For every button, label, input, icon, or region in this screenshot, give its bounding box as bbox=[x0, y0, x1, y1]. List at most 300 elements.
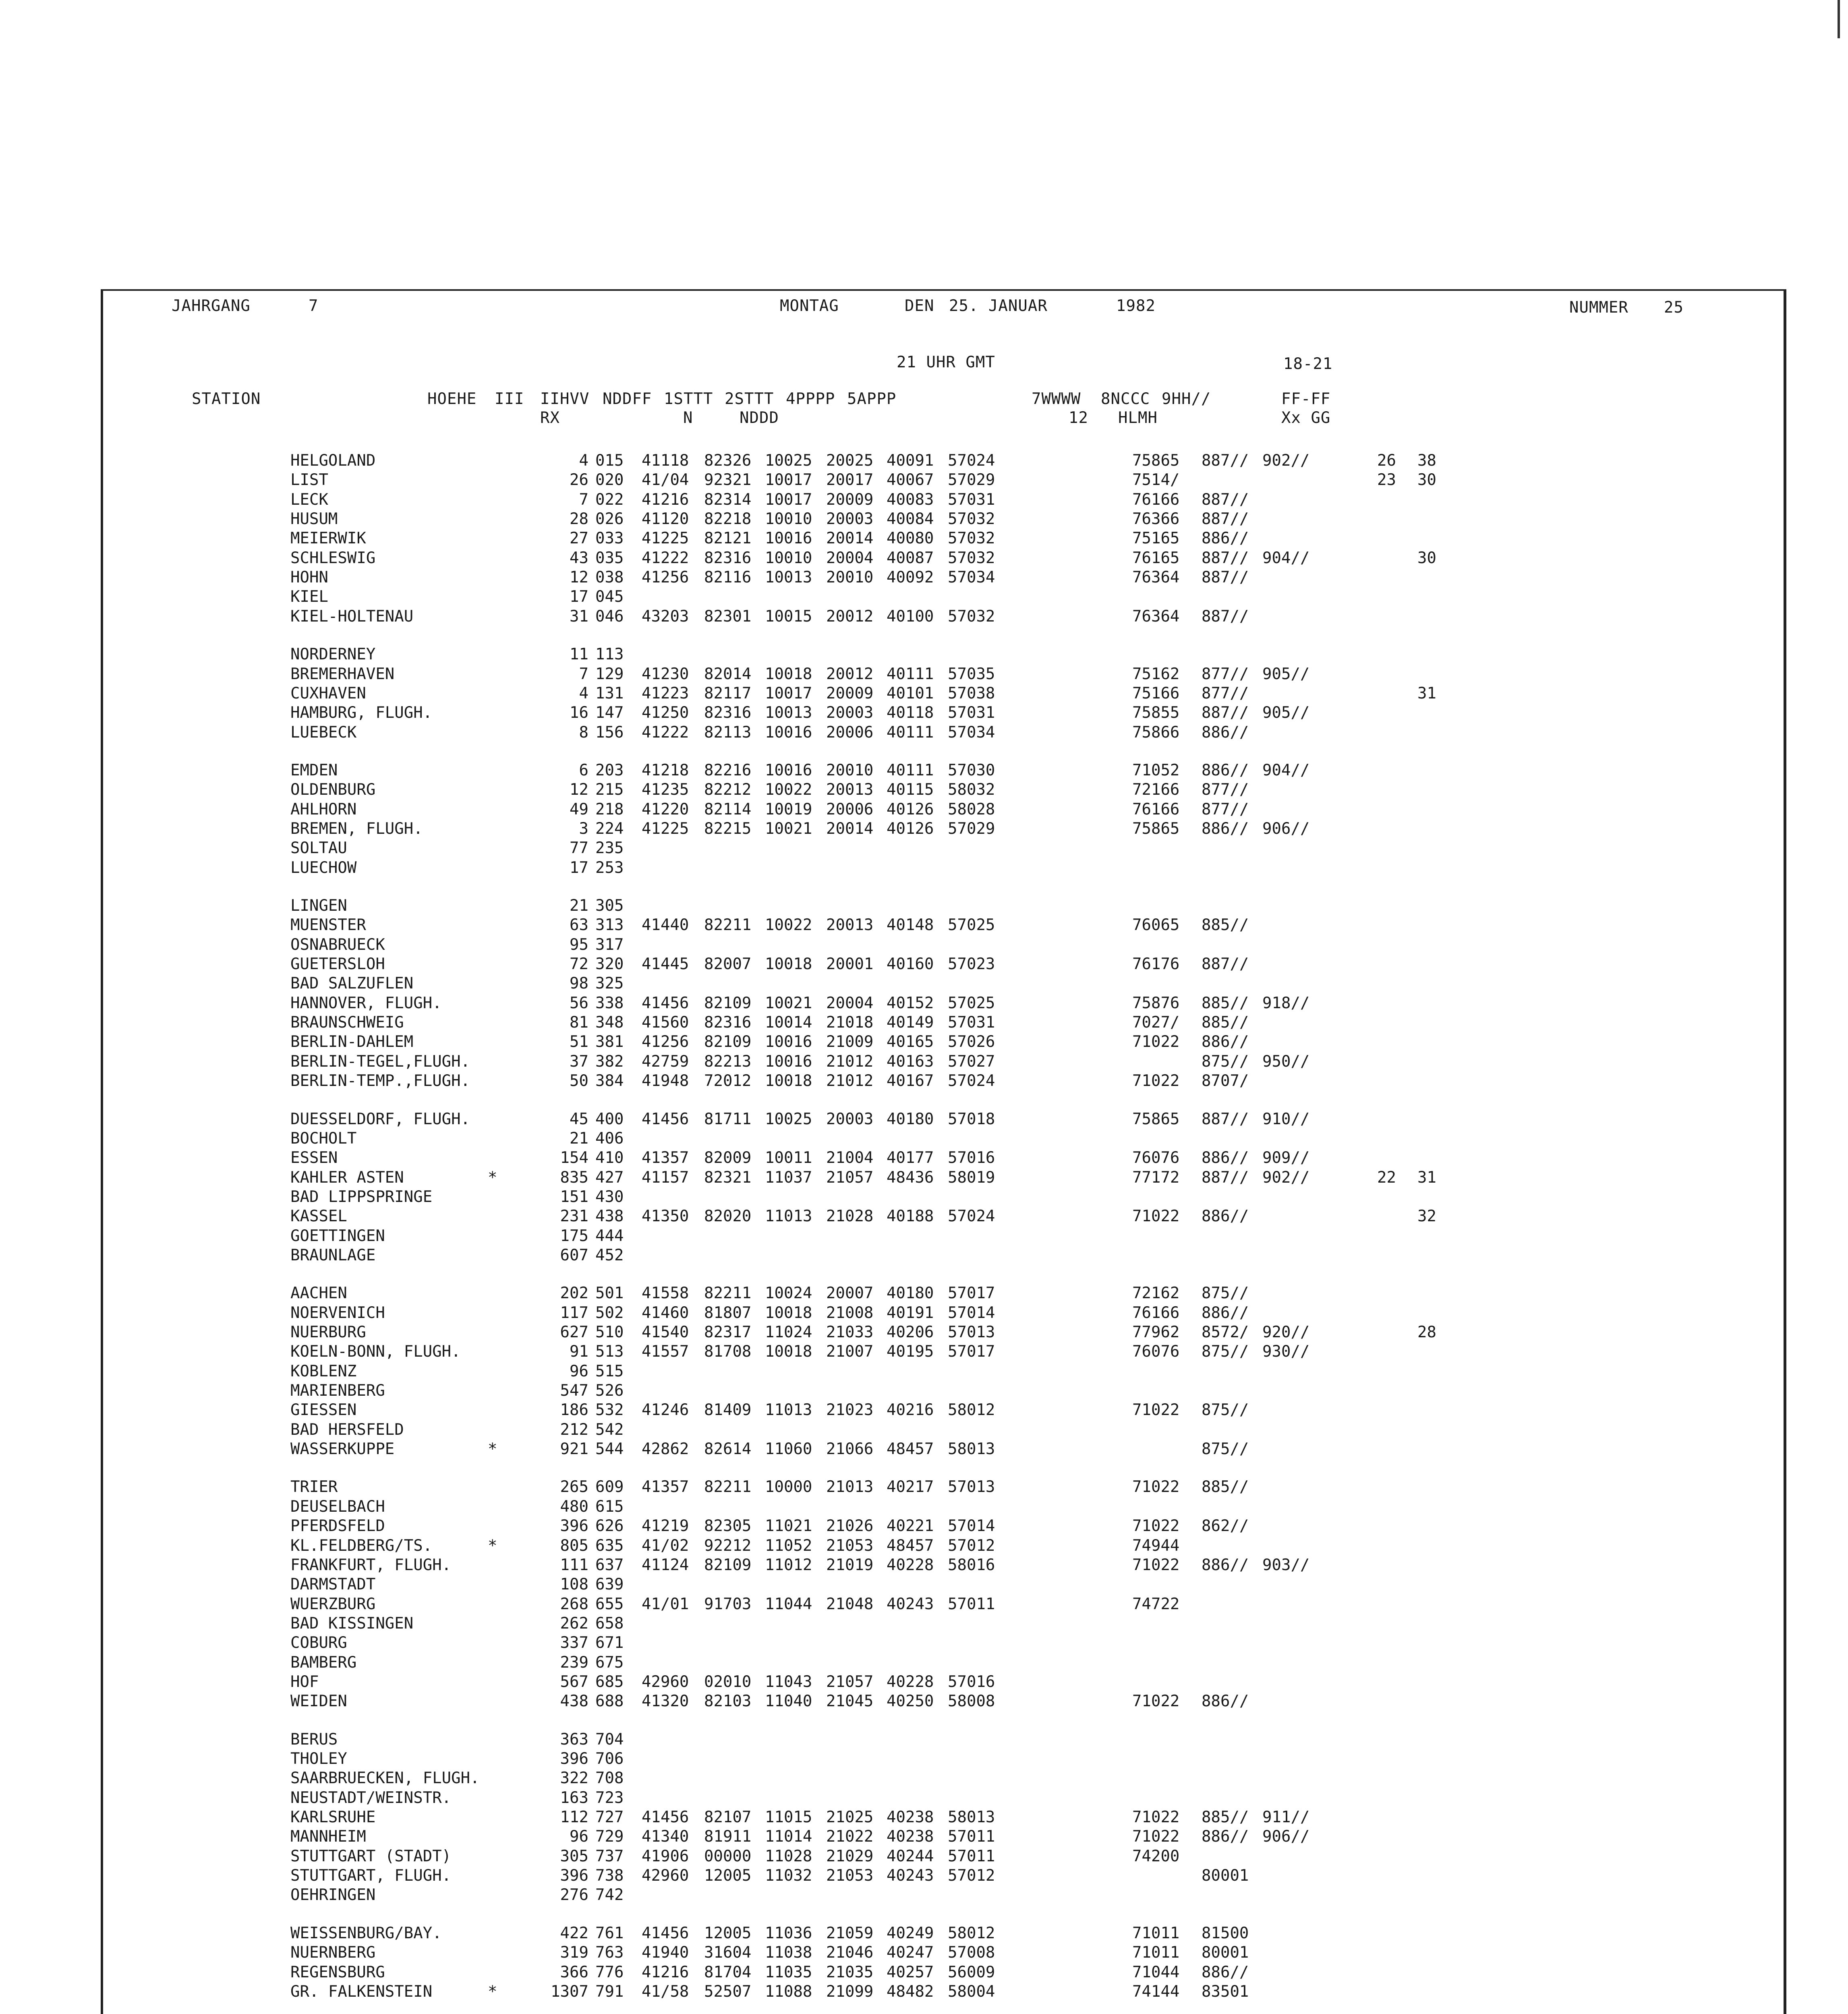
group-5appp: 57024 bbox=[948, 1072, 995, 1090]
station-height: 12 bbox=[570, 568, 588, 587]
group-1sttt: 10016 bbox=[765, 1033, 812, 1051]
group-5appp: 57031 bbox=[948, 1013, 995, 1032]
group-iihvv: 41320 bbox=[642, 1692, 689, 1711]
station-height: 17 bbox=[570, 858, 588, 877]
group-1sttt: 10018 bbox=[765, 1303, 812, 1322]
station-index: 253 bbox=[595, 858, 624, 877]
group-1sttt: 11021 bbox=[765, 1517, 812, 1535]
group-iihvv: 41222 bbox=[642, 723, 689, 742]
col-8-top: 8NCCC bbox=[1101, 390, 1150, 408]
group-8nccc: 887// bbox=[1202, 510, 1249, 528]
station-index: 515 bbox=[595, 1362, 624, 1380]
group-iihvv: 41/58 bbox=[642, 1982, 689, 2001]
group-nddff: 82317 bbox=[704, 1323, 752, 1341]
mountain-marker: * bbox=[488, 1982, 497, 2001]
station-name: EMDEN bbox=[290, 761, 338, 779]
group-7wwww: 76165 bbox=[1132, 549, 1180, 567]
station-height: 108 bbox=[560, 1575, 588, 1594]
station-index: 791 bbox=[595, 1982, 624, 2001]
station-index: 737 bbox=[595, 1847, 624, 1865]
station-height: 276 bbox=[560, 1886, 588, 1904]
group-iihvv: 41256 bbox=[642, 1033, 689, 1051]
col-3-top: 1STTT bbox=[664, 390, 713, 408]
station-height: 835 bbox=[560, 1168, 588, 1187]
station-name: LUECHOW bbox=[290, 858, 357, 877]
station-name: GOETTINGEN bbox=[290, 1227, 385, 1245]
station-name: OEHRINGEN bbox=[290, 1886, 376, 1904]
col-7-bot: 12 bbox=[1069, 409, 1088, 427]
group-4pppp: 40083 bbox=[887, 490, 934, 509]
group-2sttt: 21013 bbox=[826, 1478, 874, 1496]
station-index: 513 bbox=[595, 1343, 624, 1361]
station-index: 501 bbox=[595, 1284, 624, 1303]
group-iihvv: 41940 bbox=[642, 1944, 689, 1962]
group-7wwww: 75165 bbox=[1132, 529, 1180, 548]
group-5appp: 57012 bbox=[948, 1867, 995, 1885]
group-iihvv: 42960 bbox=[642, 1672, 689, 1691]
observation-time: 21 UHR GMT bbox=[897, 353, 995, 371]
station-name: DARMSTADT bbox=[290, 1575, 376, 1594]
group-9hh: 950// bbox=[1262, 1052, 1310, 1071]
group-2sttt: 21045 bbox=[826, 1692, 874, 1711]
group-4pppp: 40206 bbox=[887, 1323, 934, 1341]
group-4pppp: 40101 bbox=[887, 684, 934, 702]
group-iihvv: 41948 bbox=[642, 1072, 689, 1090]
station-height: 12 bbox=[570, 781, 588, 799]
group-5appp: 57034 bbox=[948, 723, 995, 742]
station-height: 4 bbox=[579, 684, 588, 702]
group-7wwww: 71022 bbox=[1132, 1808, 1180, 1827]
group-4pppp: 40228 bbox=[887, 1672, 934, 1691]
group-2sttt: 20013 bbox=[826, 781, 874, 799]
station-height: 6 bbox=[579, 761, 588, 779]
group-4pppp: 40216 bbox=[887, 1401, 934, 1419]
group-iihvv: 41557 bbox=[642, 1343, 689, 1361]
station-index: 313 bbox=[595, 916, 624, 934]
col-hoehe: HOEHE bbox=[427, 390, 477, 408]
group-2sttt: 21053 bbox=[826, 1536, 874, 1555]
group-4pppp: 40084 bbox=[887, 510, 934, 528]
group-7wwww: 71022 bbox=[1132, 1478, 1180, 1496]
station-name: WASSERKUPPE bbox=[290, 1440, 395, 1459]
group-iihvv: 42759 bbox=[642, 1052, 689, 1071]
station-height: 81 bbox=[570, 1013, 588, 1032]
station-height: 175 bbox=[560, 1227, 588, 1245]
station-name: WUERZBURG bbox=[290, 1595, 376, 1613]
group-4pppp: 40111 bbox=[887, 665, 934, 683]
group-4pppp: 40148 bbox=[887, 916, 934, 934]
date-prefix: DEN bbox=[905, 297, 934, 315]
group-7wwww: 7514/ bbox=[1132, 471, 1180, 489]
station-name: HAMBURG, FLUGH. bbox=[290, 704, 433, 722]
group-nddff: 82114 bbox=[704, 800, 752, 818]
station-height: 4 bbox=[579, 452, 588, 470]
station-height: 396 bbox=[560, 1867, 588, 1885]
station-index: 532 bbox=[595, 1401, 624, 1419]
group-8nccc: 886// bbox=[1202, 1303, 1249, 1322]
station-name: NORDERNEY bbox=[290, 645, 376, 664]
group-nddff: 82113 bbox=[704, 723, 752, 742]
group-8nccc: 887// bbox=[1202, 490, 1249, 509]
station-height: 805 bbox=[560, 1536, 588, 1555]
station-index: 320 bbox=[595, 955, 624, 974]
group-5appp: 57038 bbox=[948, 684, 995, 702]
group-1sttt: 10022 bbox=[765, 916, 812, 934]
group-iihvv: 41/04 bbox=[642, 471, 689, 489]
group-5appp: 58013 bbox=[948, 1808, 995, 1827]
group-8nccc: 885// bbox=[1202, 1013, 1249, 1032]
station-name: BAD SALZUFLEN bbox=[290, 974, 414, 993]
group-5appp: 57025 bbox=[948, 994, 995, 1012]
group-7wwww: 76065 bbox=[1132, 916, 1180, 934]
group-8nccc: 885// bbox=[1202, 1478, 1249, 1496]
group-2sttt: 20004 bbox=[826, 549, 874, 567]
group-1sttt: 11013 bbox=[765, 1401, 812, 1419]
group-2sttt: 21099 bbox=[826, 1982, 874, 2001]
station-index: 046 bbox=[595, 607, 624, 626]
gust-gg: 38 bbox=[1417, 452, 1436, 470]
group-7wwww: 71011 bbox=[1132, 1944, 1180, 1962]
group-4pppp: 40257 bbox=[887, 1963, 934, 1981]
group-8nccc: 886// bbox=[1202, 819, 1249, 838]
jahrgang-value: 7 bbox=[309, 297, 319, 315]
station-name: WEIDEN bbox=[290, 1692, 347, 1711]
station-name: OLDENBURG bbox=[290, 781, 376, 799]
group-nddff: 82109 bbox=[704, 1033, 752, 1051]
group-1sttt: 10021 bbox=[765, 994, 812, 1012]
group-4pppp: 40163 bbox=[887, 1052, 934, 1071]
group-1sttt: 10024 bbox=[765, 1284, 812, 1303]
group-9hh: 909// bbox=[1262, 1149, 1310, 1167]
group-8nccc: 875// bbox=[1202, 1343, 1249, 1361]
group-7wwww: 76176 bbox=[1132, 955, 1180, 974]
group-iihvv: 41357 bbox=[642, 1149, 689, 1167]
group-7wwww: 71011 bbox=[1132, 1924, 1180, 1942]
group-nddff: 81911 bbox=[704, 1828, 752, 1846]
station-height: 91 bbox=[570, 1343, 588, 1361]
nummer-value: 25 bbox=[1664, 298, 1684, 317]
station-height: 98 bbox=[570, 974, 588, 993]
group-2sttt: 20009 bbox=[826, 490, 874, 509]
station-index: 224 bbox=[595, 819, 624, 838]
group-1sttt: 10018 bbox=[765, 1343, 812, 1361]
group-iihvv: 41256 bbox=[642, 568, 689, 587]
group-5appp: 58019 bbox=[948, 1168, 995, 1187]
group-2sttt: 21012 bbox=[826, 1052, 874, 1071]
station-index: 325 bbox=[595, 974, 624, 993]
group-2sttt: 21022 bbox=[826, 1828, 874, 1846]
group-iihvv: 41456 bbox=[642, 1924, 689, 1942]
station-name: OSNABRUECK bbox=[290, 935, 385, 954]
group-8nccc: 877// bbox=[1202, 665, 1249, 683]
group-2sttt: 20009 bbox=[826, 684, 874, 702]
col-3-bot: N bbox=[683, 409, 693, 427]
group-5appp: 58012 bbox=[948, 1401, 995, 1419]
group-7wwww: 71022 bbox=[1132, 1072, 1180, 1090]
station-height: 7 bbox=[579, 490, 588, 509]
station-name: BOCHOLT bbox=[290, 1129, 357, 1148]
group-1sttt: 10018 bbox=[765, 665, 812, 683]
station-index: 147 bbox=[595, 704, 624, 722]
mountain-marker: * bbox=[488, 1536, 497, 1555]
group-2sttt: 21007 bbox=[826, 1343, 874, 1361]
group-7wwww: 75876 bbox=[1132, 994, 1180, 1012]
group-nddff: 82213 bbox=[704, 1052, 752, 1071]
group-9hh: 930// bbox=[1262, 1343, 1310, 1361]
group-9hh: 920// bbox=[1262, 1323, 1310, 1341]
group-nddff: 82218 bbox=[704, 510, 752, 528]
station-index: 510 bbox=[595, 1323, 624, 1341]
station-name: MARIENBERG bbox=[290, 1382, 385, 1400]
group-9hh: 905// bbox=[1262, 665, 1310, 683]
group-2sttt: 21048 bbox=[826, 1595, 874, 1613]
group-5appp: 57023 bbox=[948, 955, 995, 974]
group-4pppp: 40115 bbox=[887, 781, 934, 799]
station-index: 203 bbox=[595, 761, 624, 779]
station-index: 704 bbox=[595, 1730, 624, 1749]
station-name: AHLHORN bbox=[290, 800, 357, 818]
group-nddff: 82215 bbox=[704, 819, 752, 838]
group-8nccc: 887// bbox=[1202, 1110, 1249, 1128]
group-nddff: 31604 bbox=[704, 1944, 752, 1962]
station-index: 026 bbox=[595, 510, 624, 528]
group-4pppp: 40188 bbox=[887, 1207, 934, 1226]
group-8nccc: 886// bbox=[1202, 1207, 1249, 1226]
group-7wwww: 76364 bbox=[1132, 607, 1180, 626]
station-index: 427 bbox=[595, 1168, 624, 1187]
group-7wwww: 75162 bbox=[1132, 665, 1180, 683]
station-height: 27 bbox=[570, 529, 588, 548]
group-2sttt: 21046 bbox=[826, 1944, 874, 1962]
weekday: MONTAG bbox=[780, 297, 839, 315]
group-5appp: 57024 bbox=[948, 452, 995, 470]
group-nddff: 82316 bbox=[704, 549, 752, 567]
group-4pppp: 40191 bbox=[887, 1303, 934, 1322]
group-7wwww: 74200 bbox=[1132, 1847, 1180, 1865]
station-height: 3 bbox=[579, 819, 588, 838]
group-5appp: 57011 bbox=[948, 1595, 995, 1613]
group-iihvv: 41225 bbox=[642, 529, 689, 548]
station-height: 43 bbox=[570, 549, 588, 567]
gust-ff: 26 bbox=[1377, 452, 1396, 470]
group-1sttt: 11036 bbox=[765, 1924, 812, 1942]
station-height: 49 bbox=[570, 800, 588, 818]
station-name: LUEBECK bbox=[290, 723, 357, 742]
group-9hh: 906// bbox=[1262, 1828, 1310, 1846]
group-8nccc: 887// bbox=[1202, 452, 1249, 470]
group-8nccc: 875// bbox=[1202, 1440, 1249, 1459]
group-9hh: 904// bbox=[1262, 761, 1310, 779]
group-7wwww: 72162 bbox=[1132, 1284, 1180, 1303]
station-index: 438 bbox=[595, 1207, 624, 1226]
station-index: 410 bbox=[595, 1149, 624, 1167]
group-4pppp: 40092 bbox=[887, 568, 934, 587]
station-name: MEIERWIK bbox=[290, 529, 366, 548]
col-1-bot: RX bbox=[540, 409, 560, 427]
station-index: 542 bbox=[595, 1420, 624, 1439]
col-iii: III bbox=[495, 390, 524, 408]
station-index: 544 bbox=[595, 1440, 624, 1459]
station-name: BREMEN, FLUGH. bbox=[290, 819, 423, 838]
group-8nccc: 885// bbox=[1202, 916, 1249, 934]
group-8nccc: 80001 bbox=[1202, 1944, 1249, 1962]
group-5appp: 57032 bbox=[948, 607, 995, 626]
group-9hh: 903// bbox=[1262, 1556, 1310, 1574]
group-1sttt: 11013 bbox=[765, 1207, 812, 1226]
station-name: LIST bbox=[290, 471, 328, 489]
group-2sttt: 20007 bbox=[826, 1284, 874, 1303]
group-2sttt: 20003 bbox=[826, 1110, 874, 1128]
group-5appp: 58004 bbox=[948, 1982, 995, 2001]
group-1sttt: 11038 bbox=[765, 1944, 812, 1962]
station-name: SAARBRUECKEN, FLUGH. bbox=[290, 1769, 480, 1788]
station-name: BERLIN-TEMP.,FLUGH. bbox=[290, 1072, 470, 1090]
group-5appp: 57035 bbox=[948, 665, 995, 683]
group-7wwww: 76076 bbox=[1132, 1149, 1180, 1167]
group-9hh: 902// bbox=[1262, 452, 1310, 470]
station-name: NEUSTADT/WEINSTR. bbox=[290, 1788, 452, 1807]
col-station: STATION bbox=[192, 390, 261, 408]
group-1sttt: 10011 bbox=[765, 1149, 812, 1167]
station-name: FRANKFURT, FLUGH. bbox=[290, 1556, 452, 1574]
group-1sttt: 11052 bbox=[765, 1536, 812, 1555]
group-4pppp: 48457 bbox=[887, 1536, 934, 1555]
group-iihvv: 41456 bbox=[642, 994, 689, 1012]
group-iihvv: 41540 bbox=[642, 1323, 689, 1341]
station-index: 615 bbox=[595, 1497, 624, 1516]
group-7wwww: 77962 bbox=[1132, 1323, 1180, 1341]
station-height: 45 bbox=[570, 1110, 588, 1128]
group-5appp: 57011 bbox=[948, 1828, 995, 1846]
group-8nccc: 877// bbox=[1202, 800, 1249, 818]
station-name: SCHLESWIG bbox=[290, 549, 376, 567]
group-4pppp: 40247 bbox=[887, 1944, 934, 1962]
group-iihvv: 41220 bbox=[642, 800, 689, 818]
group-nddff: 00000 bbox=[704, 1847, 752, 1865]
station-index: 156 bbox=[595, 723, 624, 742]
group-8nccc: 8707/ bbox=[1202, 1072, 1249, 1090]
group-4pppp: 40118 bbox=[887, 704, 934, 722]
group-4pppp: 40160 bbox=[887, 955, 934, 974]
station-name: AACHEN bbox=[290, 1284, 347, 1303]
group-1sttt: 11044 bbox=[765, 1595, 812, 1613]
group-5appp: 57012 bbox=[948, 1536, 995, 1555]
station-height: 202 bbox=[560, 1284, 588, 1303]
group-8nccc: 877// bbox=[1202, 781, 1249, 799]
group-2sttt: 21026 bbox=[826, 1517, 874, 1535]
station-index: 502 bbox=[595, 1303, 624, 1322]
group-7wwww: 71022 bbox=[1132, 1033, 1180, 1051]
station-index: 626 bbox=[595, 1517, 624, 1535]
station-name: BERLIN-TEGEL,FLUGH. bbox=[290, 1052, 470, 1071]
group-2sttt: 20012 bbox=[826, 665, 874, 683]
group-nddff: 82116 bbox=[704, 568, 752, 587]
group-5appp: 57017 bbox=[948, 1343, 995, 1361]
station-name: KOELN-BONN, FLUGH. bbox=[290, 1343, 461, 1361]
jahrgang-label: JAHRGANG bbox=[172, 297, 251, 315]
station-height: 547 bbox=[560, 1382, 588, 1400]
station-name: DEUSELBACH bbox=[290, 1497, 385, 1516]
group-8nccc: 875// bbox=[1202, 1052, 1249, 1071]
group-5appp: 58032 bbox=[948, 781, 995, 799]
group-8nccc: 887// bbox=[1202, 1168, 1249, 1187]
group-7wwww: 71022 bbox=[1132, 1401, 1180, 1419]
group-4pppp: 40111 bbox=[887, 761, 934, 779]
station-height: 212 bbox=[560, 1420, 588, 1439]
group-7wwww: 75865 bbox=[1132, 819, 1180, 838]
station-height: 186 bbox=[560, 1401, 588, 1419]
station-name: BAD KISSINGEN bbox=[290, 1614, 414, 1633]
group-nddff: 12005 bbox=[704, 1867, 752, 1885]
group-2sttt: 21009 bbox=[826, 1033, 874, 1051]
group-5appp: 57013 bbox=[948, 1323, 995, 1341]
group-1sttt: 11014 bbox=[765, 1828, 812, 1846]
group-5appp: 57029 bbox=[948, 819, 995, 838]
col-7-top: 7WWWW bbox=[1032, 390, 1081, 408]
group-1sttt: 11043 bbox=[765, 1672, 812, 1691]
group-1sttt: 11024 bbox=[765, 1323, 812, 1341]
station-name: REGENSBURG bbox=[290, 1963, 385, 1981]
station-height: 16 bbox=[570, 704, 588, 722]
group-5appp: 57032 bbox=[948, 549, 995, 567]
group-4pppp: 40238 bbox=[887, 1828, 934, 1846]
group-1sttt: 10021 bbox=[765, 819, 812, 838]
station-height: 72 bbox=[570, 955, 588, 974]
group-iihvv: 41456 bbox=[642, 1808, 689, 1827]
group-nddff: 82314 bbox=[704, 490, 752, 509]
group-1sttt: 10016 bbox=[765, 723, 812, 742]
group-iihvv: 42960 bbox=[642, 1867, 689, 1885]
station-name: KL.FELDBERG/TS. bbox=[290, 1536, 433, 1555]
station-index: 382 bbox=[595, 1052, 624, 1071]
station-index: 742 bbox=[595, 1886, 624, 1904]
group-1sttt: 10010 bbox=[765, 549, 812, 567]
group-nddff: 82109 bbox=[704, 1556, 752, 1574]
station-index: 658 bbox=[595, 1614, 624, 1633]
group-7wwww: 71052 bbox=[1132, 761, 1180, 779]
group-4pppp: 40180 bbox=[887, 1110, 934, 1128]
group-1sttt: 10018 bbox=[765, 1072, 812, 1090]
station-name: THOLEY bbox=[290, 1750, 347, 1768]
station-index: 444 bbox=[595, 1227, 624, 1245]
station-index: 045 bbox=[595, 588, 624, 606]
group-4pppp: 40195 bbox=[887, 1343, 934, 1361]
group-7wwww: 71022 bbox=[1132, 1556, 1180, 1574]
year: 1982 bbox=[1116, 297, 1156, 315]
group-4pppp: 48457 bbox=[887, 1440, 934, 1459]
station-name: STUTTGART, FLUGH. bbox=[290, 1867, 452, 1885]
group-2sttt: 20003 bbox=[826, 704, 874, 722]
station-index: 015 bbox=[595, 452, 624, 470]
group-iihvv: 41120 bbox=[642, 510, 689, 528]
station-index: 348 bbox=[595, 1013, 624, 1032]
station-index: 038 bbox=[595, 568, 624, 587]
group-2sttt: 21057 bbox=[826, 1168, 874, 1187]
group-2sttt: 21035 bbox=[826, 1963, 874, 1981]
group-1sttt: 10014 bbox=[765, 1013, 812, 1032]
station-height: 37 bbox=[570, 1052, 588, 1071]
group-iihvv: 41357 bbox=[642, 1478, 689, 1496]
station-name: ESSEN bbox=[290, 1149, 338, 1167]
station-index: 738 bbox=[595, 1867, 624, 1885]
group-iihvv: 41440 bbox=[642, 916, 689, 934]
group-7wwww: 71022 bbox=[1132, 1207, 1180, 1226]
station-name: BERUS bbox=[290, 1730, 338, 1749]
group-nddff: 81704 bbox=[704, 1963, 752, 1981]
station-height: 319 bbox=[560, 1944, 588, 1962]
group-iihvv: 41445 bbox=[642, 955, 689, 974]
group-nddff: 81409 bbox=[704, 1401, 752, 1419]
